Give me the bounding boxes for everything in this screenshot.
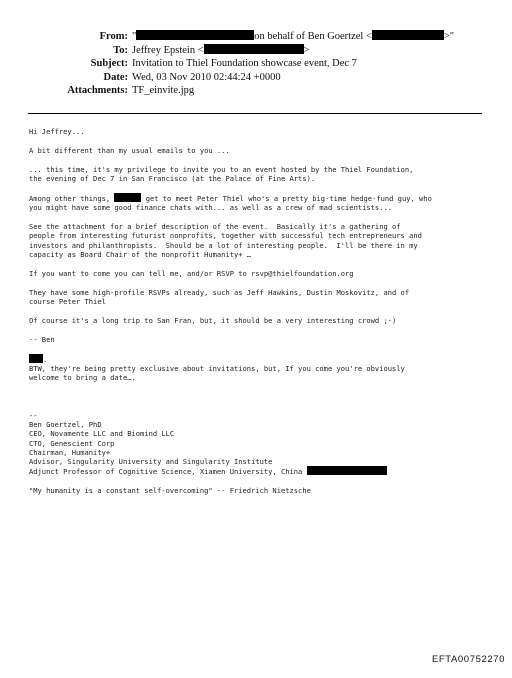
paragraph-trip: Of course it's a long trip to San Fran, but, it should be a very interesting crowd ;-) [29, 316, 397, 326]
signature-block: -- Ben Goertzel, PhD CEO, Novamente LLC and Biomind LLC CTO, Genescient Corp Chairman, Humanity+ Advisor, Singularity University and Singularity Institute Adjunct Professor of Cognitive Science, Xiamen University, China [29, 411, 499, 477]
sign-off: -- Ben [29, 334, 55, 344]
from-row [0, 30, 512, 44]
subject-value: Invitation to Thiel Foundation showcase event, Dec 7 [132, 58, 357, 69]
greeting: Hi Jeffrey... [29, 127, 85, 136]
from-value: " on behalf of Ben Goertzel < >" [132, 31, 455, 42]
attachments-label: Attachments: [67, 85, 128, 96]
attachment-link[interactable]: TF_einvite.jpg [132, 85, 195, 96]
redaction-block [114, 193, 141, 202]
paragraph-btw: . BTW, they're being pretty exclusive about invitations, but, If you come you're obviously welcome to bring a date…. [29, 354, 405, 383]
paragraph-invite: ... this time, it's my privilege to invite you to an event hosted by the Thiel Foundation, the evening of Dec 7 in San Francisco (at the Palace of Fine Arts). [29, 164, 414, 184]
paragraph-peter-thiel: Among other things, get to meet Peter Thiel who's a pretty big-time hedge-fund guy, who you might have some good finance chats with... as well as a crew of mad scientists... [29, 193, 432, 213]
redaction-block [307, 466, 387, 475]
paragraph-attachment: See the attachment for a brief description of the event. Basically it's a gathering of people from interesting futurist nonprofits, together with successful tech entrepreneurs and investors and philanthropists. Should be a lot of interesting people. I'll be there in my capacity as Board Chair of the nonprofit Humanity+ … [29, 222, 422, 260]
to-value: Jeffrey Epstein < > [132, 44, 310, 56]
attachments-row [0, 84, 512, 98]
email-header [0, 30, 512, 98]
document-id: EFTA00752270 [431, 654, 505, 665]
redaction-block [29, 354, 43, 363]
redaction-block [136, 30, 254, 40]
subject-row [0, 57, 512, 71]
paragraph-intro: A bit different than my usual emails to you ... [29, 145, 230, 155]
email-body [29, 127, 499, 505]
paragraph-rsvp: If you want to come you can tell me, and/or RSVP to rsvp@thielfoundation.org [29, 268, 354, 278]
to-row [0, 44, 512, 58]
redaction-block [204, 44, 304, 54]
from-label: From: [99, 31, 128, 42]
date-value: Wed, 03 Nov 2010 02:44:24 +0000 [132, 71, 281, 83]
date-row [0, 71, 512, 85]
date-label: Date: [103, 71, 128, 83]
to-label: To: [113, 44, 128, 56]
header-divider [28, 113, 482, 114]
paragraph-rsvps: They have some high-profile RSVPs already, such as Jeff Hawkins, Dustin Moskovitz, and of course Peter Thiel [29, 287, 410, 307]
subject-label: Subject: [90, 58, 128, 69]
redaction-block [372, 30, 444, 40]
signature-quote: "My humanity is a constant self-overcoming" -- Friedrich Nietzsche [29, 486, 311, 496]
